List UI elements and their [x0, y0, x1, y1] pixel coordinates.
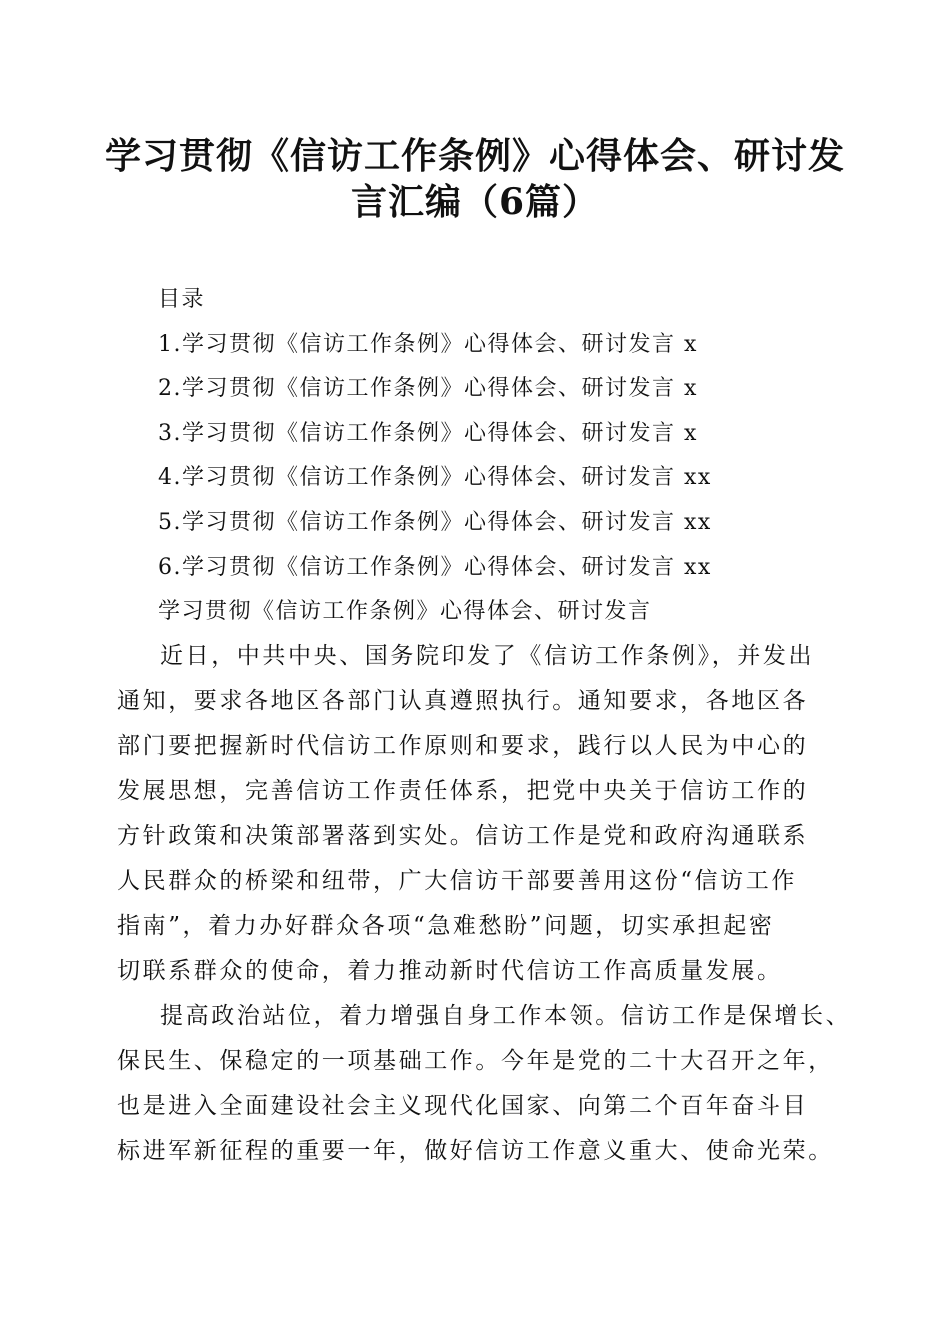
title-line-2: 言汇编（6篇）	[350, 181, 600, 223]
toc-item-4[interactable]: 4.学习贯彻《信访工作条例》心得体会、研讨发言 xx	[158, 465, 712, 491]
document-title	[100, 133, 850, 225]
paragraph-2-line: 标进军新征程的重要一年，做好信访工作意义重大、使命光荣。	[117, 1138, 834, 1164]
paragraph-2-line: 也是进入全面建设社会主义现代化国家、向第二个百年奋斗目	[117, 1093, 809, 1119]
paragraph-1-line: 切联系群众的使命，着力推动新时代信访工作高质量发展。	[117, 958, 783, 984]
toc-item-3[interactable]: 3.学习贯彻《信访工作条例》心得体会、研讨发言 x	[158, 420, 698, 446]
paragraph-2-line: 保民生、保稳定的一项基础工作。今年是党的二十大召开之年，	[117, 1048, 834, 1074]
section-title: 学习贯彻《信访工作条例》心得体会、研讨发言	[158, 599, 652, 625]
paragraph-1-line: 近日，中共中央、国务院印发了《信访工作条例》，并发出	[160, 643, 815, 669]
toc-heading: 目录	[158, 287, 206, 312]
table-of-contents	[158, 278, 838, 635]
paragraph-1	[117, 634, 837, 994]
paragraph-1-line: 发展思想，完善信访工作责任体系，把党中央关于信访工作的	[117, 778, 809, 804]
toc-item-6[interactable]: 6.学习贯彻《信访工作条例》心得体会、研讨发言 xx	[158, 554, 712, 580]
paragraph-1-line: 指南”，着力办好群众各项“急难愁盼”问题，切实承担起密	[117, 913, 775, 939]
paragraph-1-line: 方针政策和决策部署落到实处。信访工作是党和政府沟通联系	[117, 823, 809, 849]
toc-item-5[interactable]: 5.学习贯彻《信访工作条例》心得体会、研讨发言 xx	[158, 509, 712, 535]
paragraph-2-line: 提高政治站位，着力增强自身工作本领。信访工作是保增长、	[160, 1003, 852, 1029]
toc-item-2[interactable]: 2.学习贯彻《信访工作条例》心得体会、研讨发言 x	[158, 376, 698, 402]
paragraph-1-line: 通知，要求各地区各部门认真遵照执行。通知要求，各地区各	[117, 688, 809, 714]
paragraph-1-line: 部门要把握新时代信访工作原则和要求，践行以人民为中心的	[117, 733, 809, 759]
paragraph-1-line: 人民群众的桥梁和纽带，广大信访干部要善用这份“信访工作	[117, 868, 797, 894]
title-line-1: 学习贯彻《信访工作条例》心得体会、研讨发	[104, 135, 845, 177]
body-text	[117, 634, 852, 1174]
toc-item-1[interactable]: 1.学习贯彻《信访工作条例》心得体会、研讨发言 x	[158, 331, 698, 357]
paragraph-2	[117, 994, 852, 1174]
